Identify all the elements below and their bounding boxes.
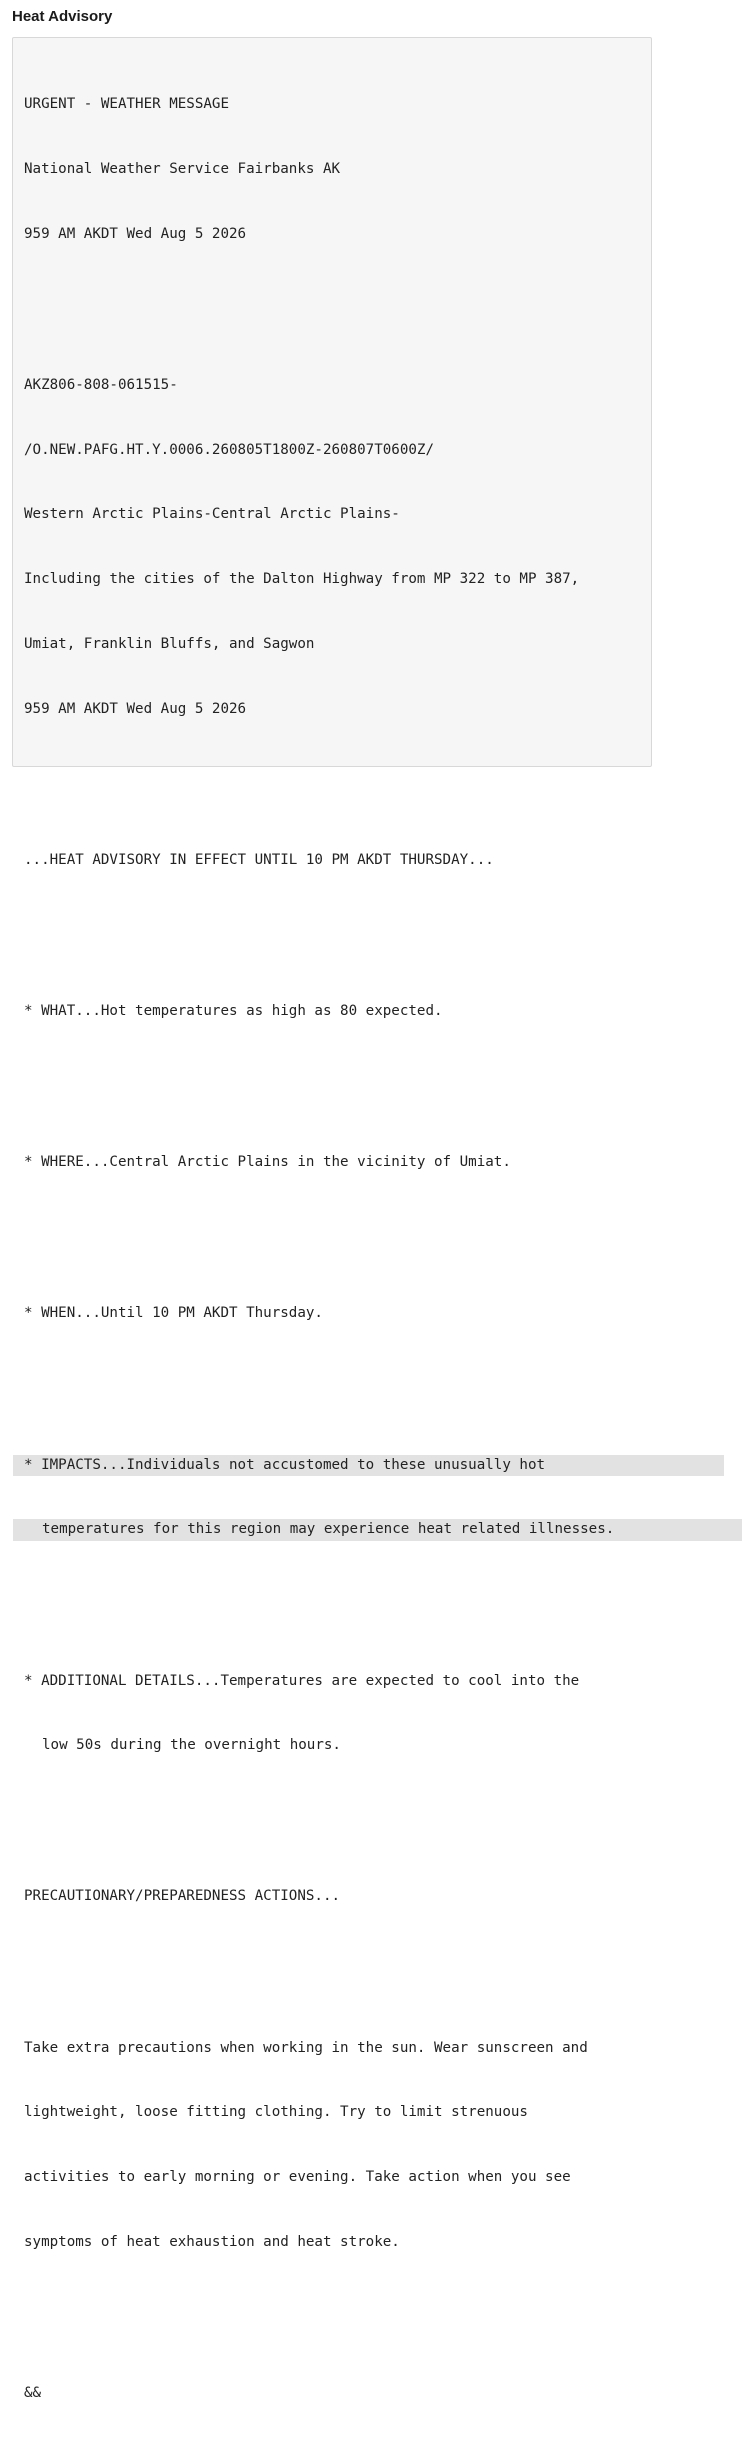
advisory-message-box[interactable] [12, 37, 652, 2402]
zone-line: AKZ806-808-061515- [24, 376, 178, 393]
blank-line [24, 1584, 742, 1606]
zone-line: Including the cities of the Dalton Highway from MP 322 to MP 387, [24, 571, 580, 588]
message-line: National Weather Service Fairbanks AK [24, 160, 341, 177]
actions-line: activities to early morning or evening. Take action when you see [24, 2169, 571, 2186]
page-title: Heat Advisory [12, 8, 113, 25]
actions-line: lightweight, loose fitting clothing. Try to limit strenuous [24, 2104, 528, 2121]
blank-line [24, 1217, 742, 1239]
when-item: * WHEN...Until 10 PM AKDT Thursday. [24, 1305, 323, 1322]
headline: ...HEAT ADVISORY IN EFFECT UNTIL 10 PM AKDT THURSDAY... [24, 851, 494, 868]
where-item: * WHERE...Central Arctic Plains in the vicinity of Umiat. [24, 1154, 511, 1171]
blank-line [24, 289, 742, 311]
additional-details-continuation: low 50s during the overnight hours. [42, 1737, 341, 1754]
blank-line [24, 915, 742, 937]
zone-line: 959 AM AKDT Wed Aug 5 2026 [24, 700, 247, 717]
blank-line [24, 1066, 742, 1088]
vtec-line: /O.NEW.PAFG.HT.Y.0006.260805T1800Z-260807T0600Z/ [24, 441, 434, 458]
impacts-item-highlighted: * IMPACTS...Individuals not accustomed to these unusually hot [13, 1455, 724, 1477]
actions-heading: PRECAUTIONARY/PREPAREDNESS ACTIONS... [24, 1888, 341, 1905]
message-line: 959 AM AKDT Wed Aug 5 2026 [24, 225, 247, 242]
message-terminator: && [24, 2385, 42, 2402]
blank-line [24, 1368, 742, 1390]
advisory-message-text [24, 51, 742, 2448]
additional-details-item: * ADDITIONAL DETAILS...Temperatures are expected to cool into the [24, 1672, 580, 1689]
actions-line: Take extra precautions when working in the sun. Wear sunscreen and [24, 2039, 588, 2056]
what-item: * WHAT...Hot temperatures as high as 80 expected. [24, 1003, 443, 1020]
blank-line [24, 764, 742, 786]
zone-line: Umiat, Franklin Bluffs, and Sagwon [24, 636, 315, 653]
zone-line: Western Arctic Plains-Central Arctic Plains- [24, 506, 400, 523]
blank-line [24, 2297, 742, 2319]
impacts-item-continuation-highlighted: temperatures for this region may experience heat related illnesses. [13, 1519, 742, 1541]
blank-line [24, 1800, 742, 1822]
blank-line [24, 1951, 742, 1973]
message-line: URGENT - WEATHER MESSAGE [24, 96, 229, 113]
actions-line: symptoms of heat exhaustion and heat stroke. [24, 2233, 400, 2250]
